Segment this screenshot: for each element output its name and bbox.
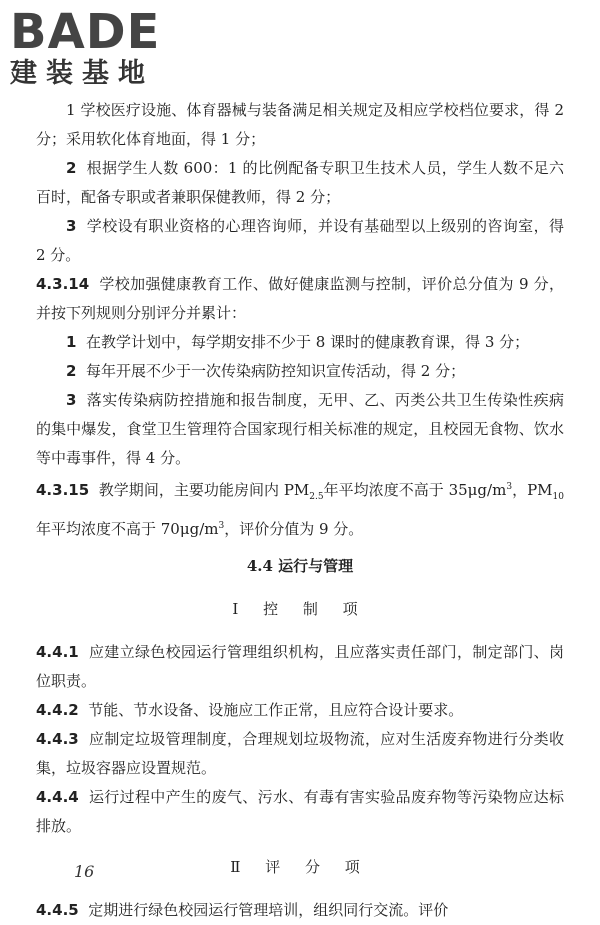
- subsection-title: Ⅰ 控 制 项: [232, 600, 368, 618]
- clause-4-3-15: 4.3.15 教学期间，主要功能房间内 $PM_{2.5}$年平均浓度不高于 $35\mu g/m^3$，$PM_{10}$年平均浓度不高于 $70\mu g/m^3$，评价分值为 9 分。: [36, 481, 564, 538]
- clause-4-4-5: 4.4.5 定期进行绿色校园运行管理培训，组织同行交流。评价: [36, 901, 449, 919]
- paragraph: 3 落实传染病防控措施和报告制度，无甲、乙、丙类公共卫生传染性疾病的集中爆发，食堂卫生管理符合国家现行相关标准的规定，且校园无食物、饮水等中毒事件，得 4 分。: [36, 391, 564, 467]
- bade-logo: [10, 6, 160, 90]
- logo-subtitle: 建装基地: [10, 58, 154, 89]
- clause-4-4-2: 4.4.2 节能、节水设备、设施应工作正常，且应符合设计要求。: [36, 701, 464, 719]
- clause-4-3-14: 4.3.14 学校加强健康教育工作、做好健康监测与控制，评价总分值为 9 分，并按下列规则分别评分并累计：: [36, 275, 564, 322]
- page-number: 16: [74, 862, 95, 881]
- paragraph: 1 在教学计划中，每学期安排不少于 8 课时的健康教育课，得 3 分；: [66, 333, 530, 351]
- paragraph: 2 根据学生人数 600：1 的比例配备专职卫生技术人员，学生人数不足六百时，配备专职或者兼职保健教师，得 2 分；: [36, 159, 564, 206]
- clause-4-4-1: 4.4.1 应建立绿色校园运行管理组织机构，且应落实责任部门，制定部门、岗位职责。: [36, 643, 564, 690]
- clause-4-4-3: 4.4.3 应制定垃圾管理制度，合理规划垃圾物流，应对生活废弃物进行分类收集，垃圾容器应设置规范。: [36, 730, 564, 777]
- paragraph: 1 学校医疗设施、体育器械与装备满足相关规定及相应学校档位要求，得 2 分；采用软化体育地面，得 1 分；: [36, 101, 564, 148]
- clause-4-4-4: 4.4.4 运行过程中产生的废气、污水、有毒有害实验品废弃物等污染物应达标排放。: [36, 788, 564, 835]
- logo-word: BADE: [10, 4, 161, 60]
- paragraph: 3 学校设有职业资格的心理咨询师，并设有基础型以上级别的咨询室，得 2 分。: [36, 217, 564, 264]
- document-body: [36, 96, 564, 925]
- section-title: 4.4 运行与管理: [246, 557, 354, 575]
- paragraph: 2 每年开展不少于一次传染病防控知识宣传活动，得 2 分；: [66, 362, 466, 380]
- subsection-title: Ⅱ 评 分 项: [230, 858, 370, 876]
